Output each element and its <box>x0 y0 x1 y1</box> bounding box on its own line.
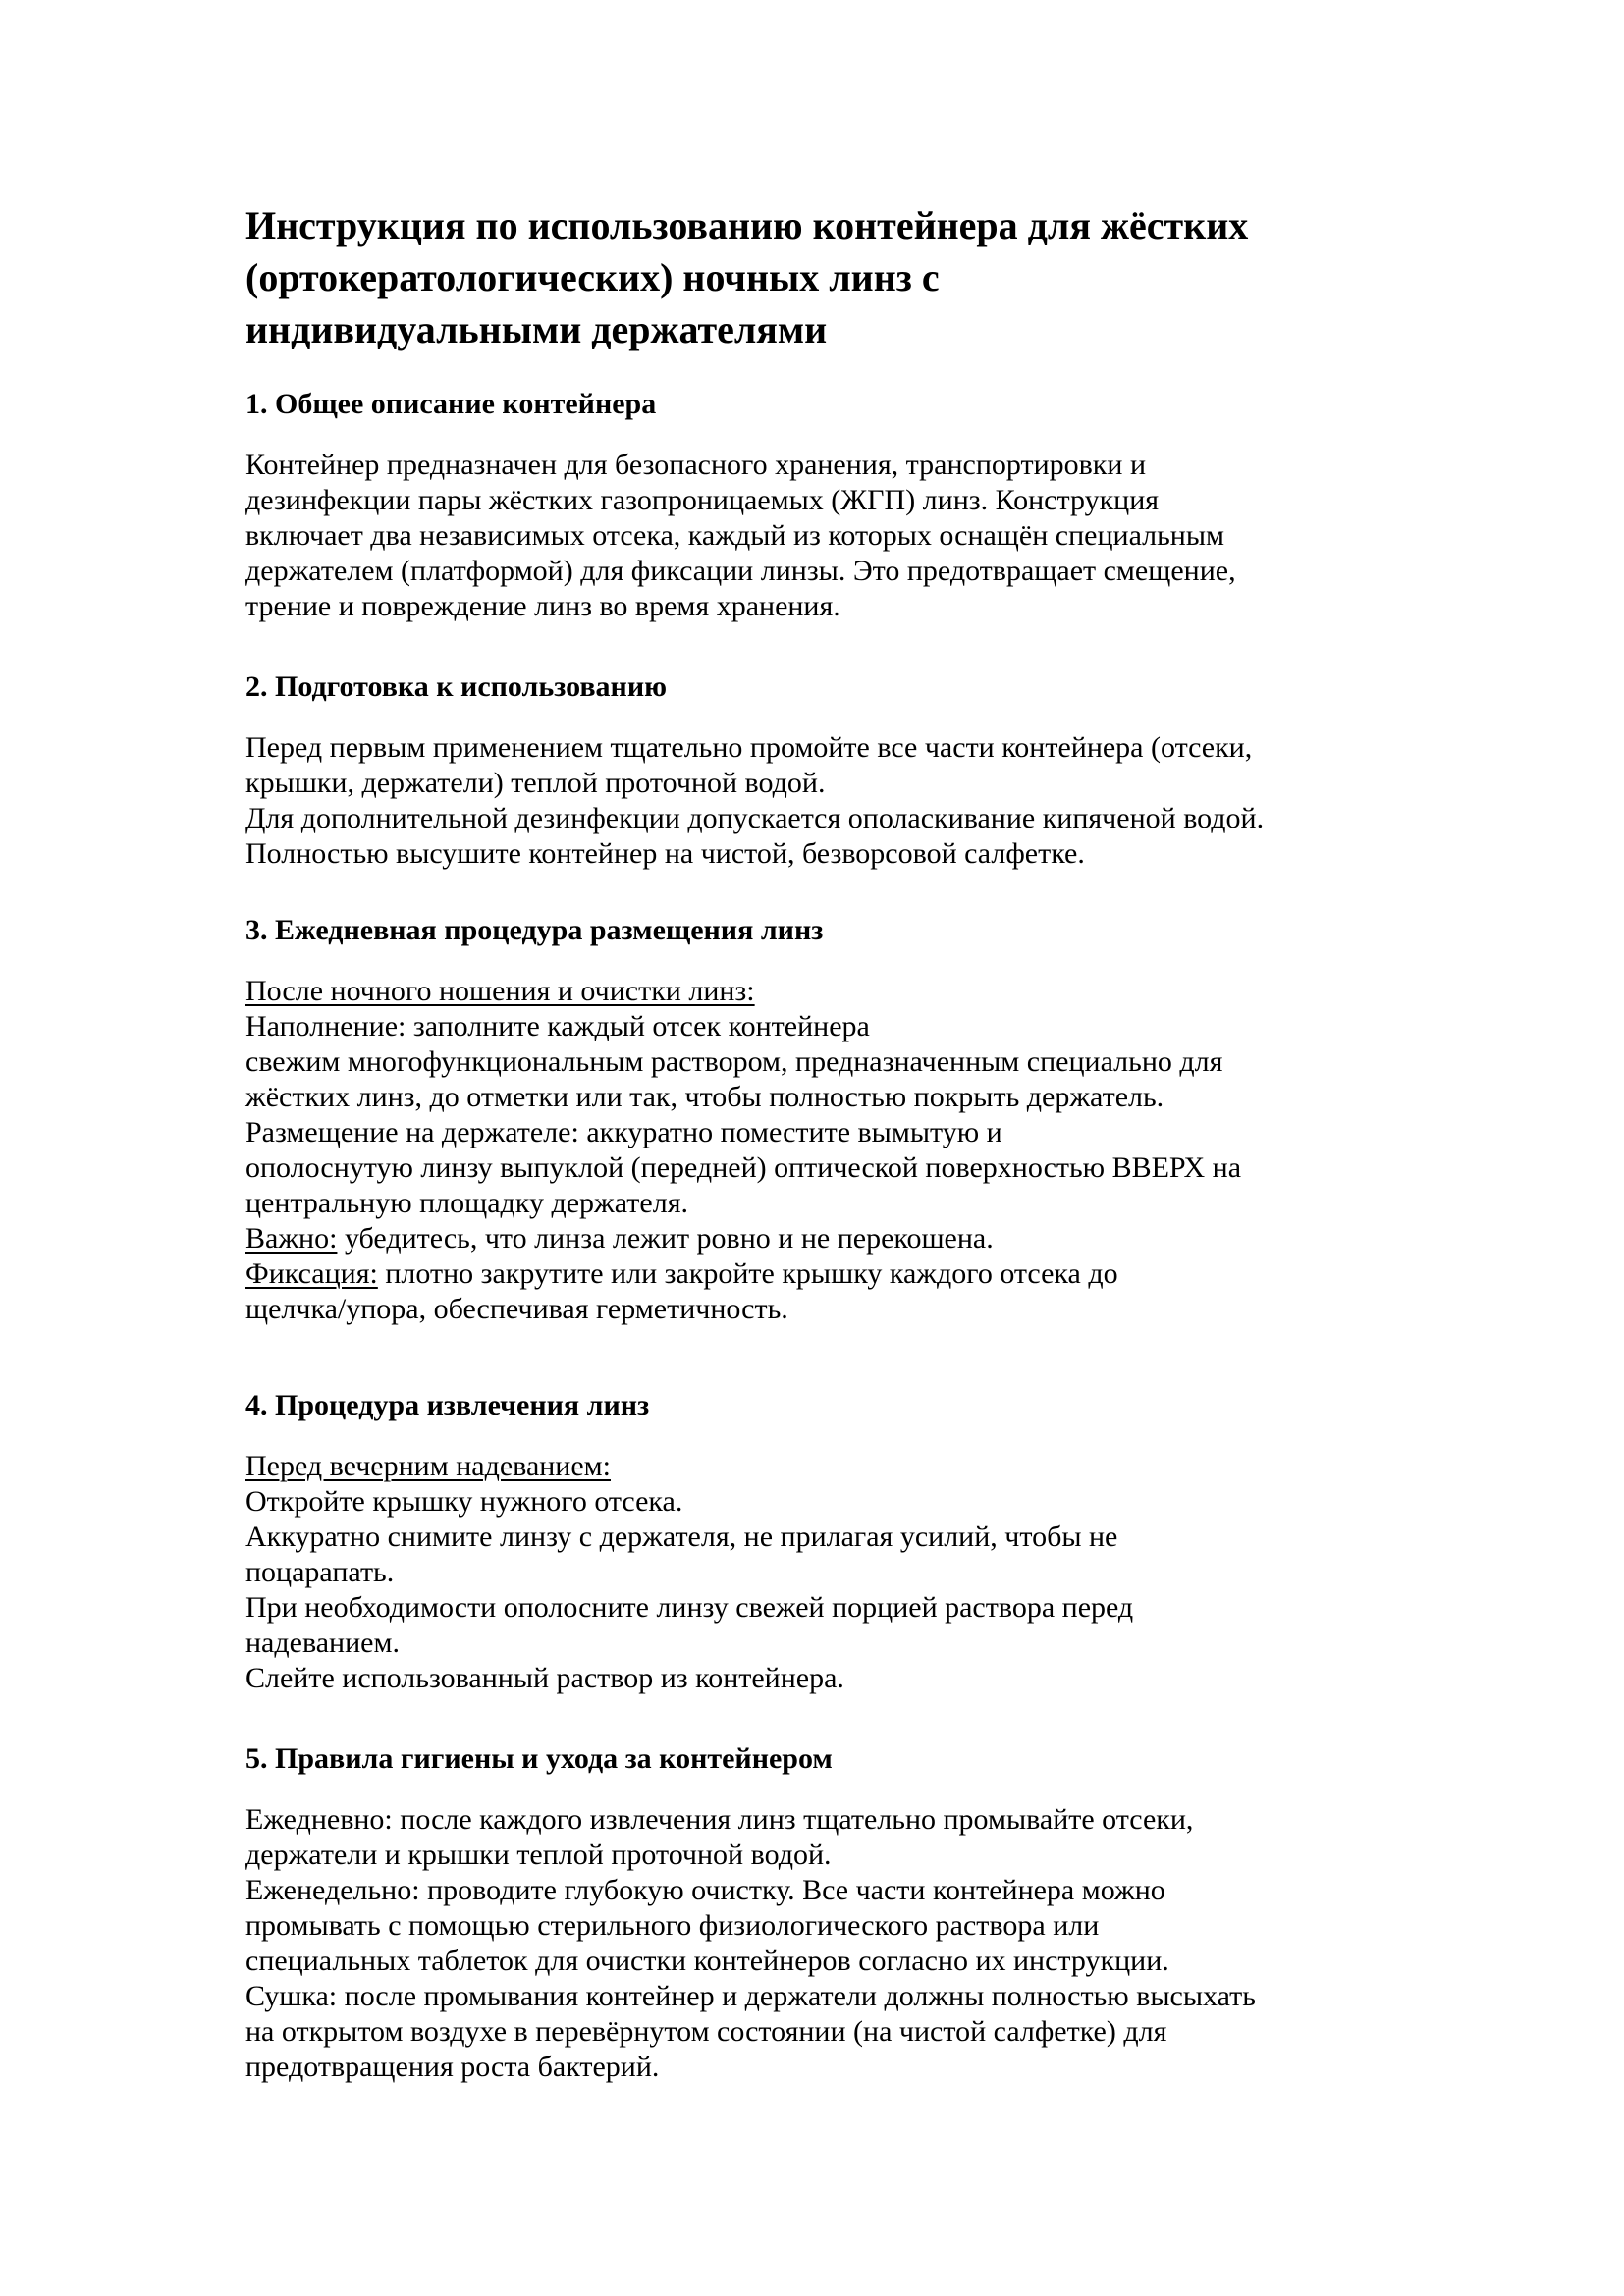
section-3 <box>245 913 1241 1327</box>
paragraph-line: держатели и крышки теплой проточной водой. <box>245 1839 832 1871</box>
important-label: Важно: <box>245 1222 338 1255</box>
paragraph-line: Перед первым применением тщательно промойте все части контейнера (отсеки, <box>245 731 1253 764</box>
paragraph-line: на открытом воздухе в перевёрнутом состоянии (на чистой салфетке) для <box>245 2015 1167 2048</box>
section-1 <box>245 387 1236 624</box>
paragraph-line: жёстких линз, до отметки или так, чтобы полностью покрыть держатель. <box>245 1081 1164 1113</box>
section-2 <box>245 669 1264 872</box>
section-subheading: Перед вечерним надеванием: <box>245 1450 611 1482</box>
paragraph-line: специальных таблеток для очистки контейнеров согласно их инструкции. <box>245 1945 1169 1977</box>
paragraph-line: Слейте использованный раствор из контейнера. <box>245 1662 844 1694</box>
paragraph-line: Полностью высушите контейнер на чистой, безворсовой салфетке. <box>245 837 1085 870</box>
paragraph-line: промывать с помощью стерильного физиологического раствора или <box>245 1909 1100 1942</box>
title-line: индивидуальными держателями <box>245 307 828 351</box>
paragraph-line: Ежедневно: после каждого извлечения линз тщательно промывайте отсеки, <box>245 1803 1194 1836</box>
section-heading: 2. Подготовка к использованию <box>245 670 668 703</box>
paragraph-line: трение и повреждение линз во время хранения. <box>245 590 840 622</box>
paragraph-line: Сушка: после промывания контейнер и держатели должны полностью высыхать <box>245 1980 1256 2012</box>
paragraph-line: центральную площадку держателя. <box>245 1187 688 1219</box>
paragraph-line: Контейнер предназначен для безопасного хранения, транспортировки и <box>245 449 1146 481</box>
section-subheading: После ночного ношения и очистки линз: <box>245 975 755 1007</box>
paragraph-line: предотвращения роста бактерий. <box>245 2051 660 2083</box>
fixation-note <box>245 1256 1241 1292</box>
paragraph-line: включает два независимых отсека, каждый из которых оснащён специальным <box>245 519 1225 552</box>
section-heading: 4. Процедура извлечения линз <box>245 1389 650 1421</box>
paragraph-line: поцарапать. <box>245 1556 395 1588</box>
paragraph-line: Наполнение: заполните каждый отсек контейнера <box>245 1010 870 1042</box>
paragraph-line: щелчка/упора, обеспечивая герметичность. <box>245 1293 788 1325</box>
paragraph-line: Откройте крышку нужного отсека. <box>245 1485 683 1518</box>
section-4 <box>245 1388 1133 1696</box>
document-title <box>245 199 1248 355</box>
section-heading: 5. Правила гигиены и ухода за контейнером <box>245 1742 833 1775</box>
paragraph-line: Для дополнительной дезинфекции допускается ополаскивание кипяченой водой. <box>245 802 1265 834</box>
paragraph-line: ополоснутую линзу выпуклой (передней) оптической поверхностью ВВЕРХ на <box>245 1151 1242 1184</box>
paragraph-line: крышки, держатели) теплой проточной водой. <box>245 767 826 799</box>
title-line: Инструкция по использованию контейнера для жёстких <box>245 203 1249 247</box>
paragraph-line: При необходимости ополосните линзу свежей порцией раствора перед <box>245 1591 1134 1624</box>
important-text: убедитесь, что линза лежит ровно и не перекошена. <box>337 1222 994 1255</box>
title-line: (ортокератологических) ночных линз с <box>245 255 940 299</box>
section-heading: 3. Ежедневная процедура размещения линз <box>245 914 824 946</box>
paragraph-line: держателем (платформой) для фиксации линзы. Это предотвращает смещение, <box>245 555 1236 587</box>
section-heading: 1. Общее описание контейнера <box>245 388 657 420</box>
fixation-text: плотно закрутите или закройте крышку каждого отсека до <box>377 1257 1118 1290</box>
section-5 <box>245 1741 1256 2085</box>
paragraph-line: Аккуратно снимите линзу с держателя, не прилагая усилий, чтобы не <box>245 1521 1118 1553</box>
paragraph-line: Еженедельно: проводите глубокую очистку. Все части контейнера можно <box>245 1874 1165 1906</box>
paragraph-line: свежим многофункциональным раствором, предназначенным специально для <box>245 1045 1223 1078</box>
important-note <box>245 1221 1241 1256</box>
paragraph-line: дезинфекции пары жёстких газопроницаемых (ЖГП) линз. Конструкция <box>245 484 1160 516</box>
paragraph-line: надеванием. <box>245 1627 400 1659</box>
paragraph-line: Размещение на держателе: аккуратно поместите вымытую и <box>245 1116 1002 1148</box>
fixation-label: Фиксация: <box>245 1257 378 1290</box>
